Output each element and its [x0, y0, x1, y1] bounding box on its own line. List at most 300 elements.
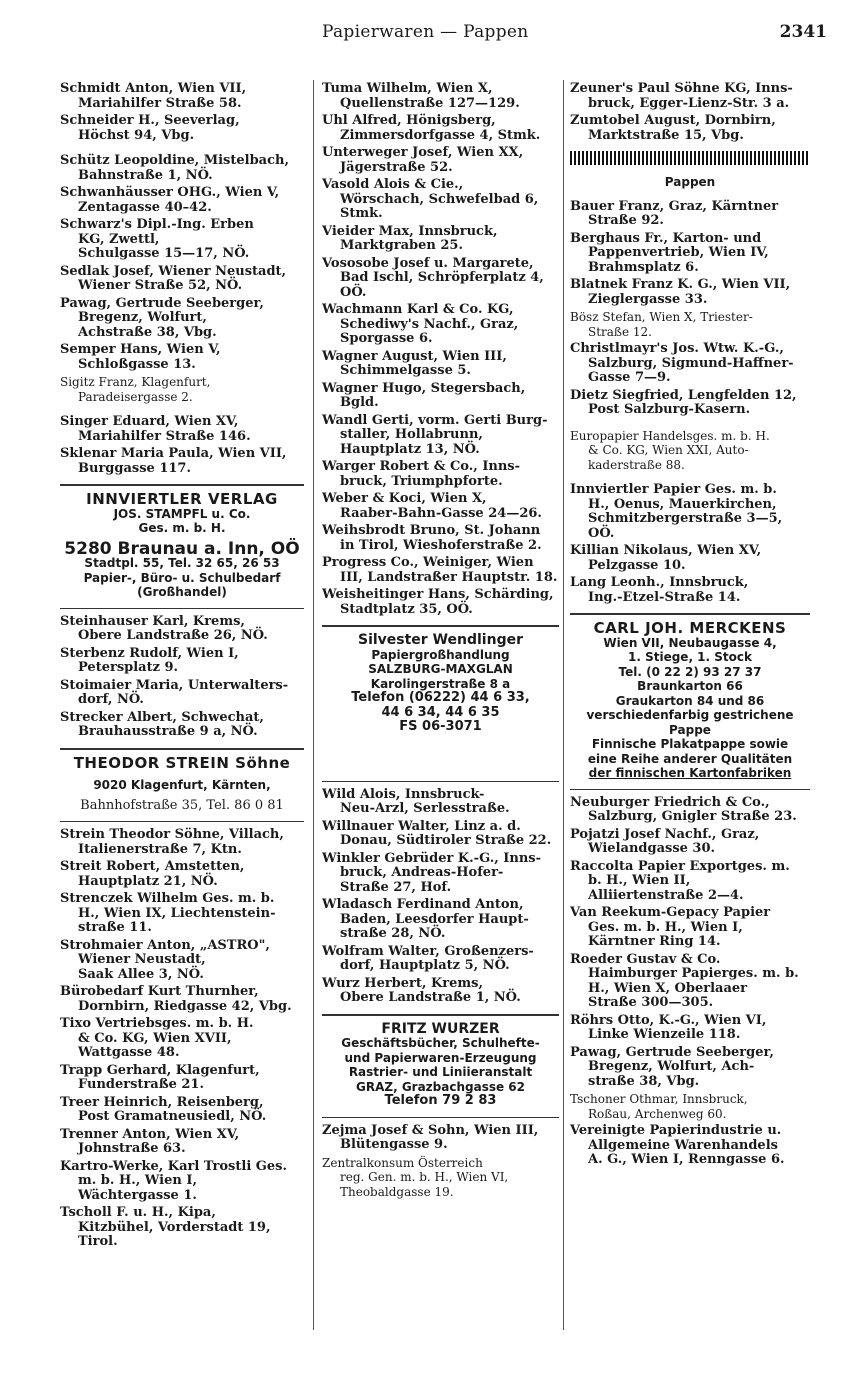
list-item — [60, 1096, 304, 1125]
list-item — [322, 556, 559, 585]
entry-address-line: Linke Wienzeile 118. — [588, 1027, 741, 1042]
entry-address-line: Haimburger Papierges. m. b. — [588, 966, 799, 981]
list-item — [60, 1064, 304, 1093]
entry-address-line: Stmk. — [340, 206, 383, 221]
entry-address-line: Italienerstraße 7, Ktn. — [78, 841, 242, 857]
ad-carl-joh-merckens — [570, 621, 810, 781]
entry-address-line: Zieglergasse 33. — [588, 291, 708, 307]
list-item — [570, 342, 810, 386]
list-item — [322, 178, 559, 222]
entry-name: Wild Alois, Innsbruck- — [322, 786, 485, 802]
list-item — [60, 939, 304, 983]
ad-phone: Telefon 79 2 83 — [384, 1093, 497, 1108]
entry-address-line: Dornbirn, Riedgasse 42, Vbg. — [78, 998, 292, 1014]
entry-name: Vieider Max, Innsbruck, — [322, 223, 498, 239]
entry-address-line: Stadtplatz 35, OÖ. — [340, 601, 473, 617]
entry-name: Lang Leonh., Innsbruck, — [570, 575, 749, 590]
list-item — [60, 615, 304, 644]
entry-name: Weisheitinger Hans, Schärding, — [322, 587, 554, 602]
list-item — [570, 200, 810, 229]
entry-name: Wolfram Walter, Großenzers- — [322, 943, 534, 959]
entry-address-line: Salzburg, Gnigler Straße 23. — [588, 809, 797, 824]
entry-address-line: Baden, Leesdorfer Haupt- — [340, 911, 529, 927]
divider — [570, 613, 810, 615]
entry-group — [570, 200, 810, 308]
entry-address-line: Schloßgasse 13. — [78, 356, 196, 372]
list-item — [60, 218, 304, 262]
entry-address-line: Blütengasse 9. — [340, 1137, 448, 1152]
entry-address-line: Hauptplatz 13, NÖ. — [340, 441, 480, 457]
entry-address-line: Raaber-Bahn-Gasse 24—26. — [340, 505, 542, 521]
ad-address: Bahnhofstraße 35, Tel. 86 0 81 — [80, 797, 284, 813]
list-item — [322, 303, 559, 347]
entry-name: Vososobe Josef u. Margarete, — [322, 255, 534, 271]
list-item — [570, 953, 810, 1011]
entry-address-line: straße 28, NÖ. — [340, 926, 446, 941]
ad-silvester-wendlinger — [322, 633, 559, 735]
list-item — [60, 860, 304, 889]
entry-address-line: Brahmsplatz 6. — [588, 259, 699, 275]
ad-line-1: Wien VII, Neubaugasse 4, — [603, 635, 777, 650]
ad-fritz-wurzer — [322, 1022, 559, 1109]
entry-address-line: Schimmelgasse 5. — [340, 363, 471, 378]
entry-address-line: & Co. KG, Wien XXI, Auto- — [588, 443, 749, 457]
entry-name: Pawag, Gertrude Seeberger, — [60, 295, 264, 311]
list-item — [570, 82, 810, 111]
entry-name: Roeder Gustav & Co. — [570, 951, 721, 967]
entry-name: Vasold Alois & Cie., — [322, 177, 464, 192]
entry-name: Warger Robert & Co., Inns- — [322, 459, 521, 474]
list-item — [60, 114, 304, 143]
list-item — [570, 483, 810, 541]
list-item — [60, 447, 304, 476]
entry-name: Progress Co., Weiniger, Wien — [322, 555, 534, 570]
entry-name: Sigitz Franz, Klagenfurt, — [60, 375, 211, 389]
entry-address-line: Bgld. — [340, 395, 379, 410]
list-item — [570, 429, 810, 473]
entry-name: Willnauer Walter, Linz a. d. — [322, 818, 521, 834]
entry-name: Trapp Gerhard, Klagenfurt, — [60, 1062, 260, 1078]
ad-line-3: Rastrier- und Liniieranstalt — [348, 1065, 533, 1079]
entry-group — [570, 342, 810, 418]
list-item — [60, 828, 304, 857]
entry-name: Weber & Koci, Wien X, — [322, 491, 487, 506]
list-item — [322, 382, 559, 411]
list-item — [60, 1128, 304, 1157]
entry-name: Bösz Stefan, Wien X, Triester- — [570, 310, 753, 324]
entry-address-line: straße 11. — [78, 920, 152, 935]
entry-address-line: Post Salzburg-Kasern. — [588, 402, 751, 417]
entry-address-line: Hauptplatz 21, NÖ. — [78, 873, 218, 889]
entry-name: Pojatzi Josef Nachf., Graz, — [570, 826, 760, 842]
entry-group — [60, 415, 304, 476]
entry-address-line: H., Wien X, Oberlaaer — [588, 980, 747, 996]
column-3 — [570, 82, 810, 1171]
entry-address-line: Saak Allee 3, NÖ. — [78, 966, 204, 982]
entry-name: Sterbenz Rudolf, Wien I, — [60, 645, 239, 661]
entry-address-line: Bahnstraße 1, NÖ. — [78, 167, 213, 183]
ad-city: SALZBURG-MAXGLAN — [368, 662, 513, 676]
entry-name: Wachmann Karl & Co. KG, — [322, 302, 514, 317]
entry-name: Zumtobel August, Dornbirn, — [570, 113, 776, 128]
entry-name: Unterweger Josef, Wien XX, — [322, 145, 524, 160]
entry-address-line: Mariahilfer Straße 58. — [78, 95, 242, 111]
list-item — [570, 544, 810, 573]
entry-address-line: Wielandgasse 30. — [588, 841, 716, 856]
entry-name: Raccolta Papier Exportges. m. — [570, 858, 790, 874]
entry-address-line: Wächtergasse 1. — [78, 1187, 197, 1203]
entry-group — [322, 788, 559, 1006]
column-1 — [60, 82, 304, 1253]
list-item — [570, 278, 810, 307]
entry-name: Schmidt Anton, Wien VII, — [60, 81, 247, 96]
entry-name: Strohmaier Anton, „ASTRO", — [60, 937, 270, 953]
list-item — [60, 82, 304, 111]
divider — [60, 748, 304, 750]
list-item — [322, 945, 559, 974]
list-item — [322, 820, 559, 849]
list-item — [570, 1046, 810, 1090]
entry-name: Strenczek Wilhelm Ges. m. b. — [60, 891, 275, 906]
list-item — [570, 114, 810, 143]
entry-address-line: kaderstraße 88. — [588, 457, 685, 472]
entry-name: Zentralkonsum Österreich — [322, 1155, 483, 1170]
list-item — [322, 524, 559, 553]
entry-address-line: Ges. m. b. H., Wien I, — [588, 919, 743, 935]
entry-name: Innviertler Papier Ges. m. b. — [570, 482, 777, 497]
entry-name: Sedlak Josef, Wiener Neustadt, — [60, 263, 287, 279]
list-item — [322, 350, 559, 379]
ad-company-name: CARL JOH. MERCKENS — [593, 619, 787, 637]
entry-name: Tschoner Othmar, Innsbruck, — [570, 1092, 748, 1106]
list-item — [322, 114, 559, 143]
entry-address-line: b. H., Wien II, — [588, 873, 691, 888]
entry-name: Strecker Albert, Schwechat, — [60, 709, 264, 725]
entry-address-line: Kitzbühel, Vorderstadt 19, — [78, 1219, 271, 1235]
list-item — [322, 898, 559, 942]
ad-company-name: FRITZ WURZER — [381, 1020, 500, 1037]
list-item — [570, 1092, 810, 1121]
entry-name: Bürobedarf Kurt Thurnher, — [60, 984, 259, 999]
entry-name: Strein Theodor Söhne, Villach, — [60, 827, 284, 842]
column-divider-2 — [563, 80, 564, 1330]
entry-address-line: H., Oenus, Mauerkirchen, — [588, 496, 777, 512]
ad-line-4: Braunkarton 66 — [637, 679, 743, 693]
entry-name: Dietz Siegfried, Lengfelden 12, — [570, 387, 797, 403]
entry-name: Zejma Josef & Sohn, Wien III, — [322, 1122, 539, 1138]
ad-fs: FS 06-3071 — [399, 719, 482, 734]
entry-name: Europapier Handelsges. m. b. H. — [570, 428, 770, 443]
list-item — [322, 788, 559, 817]
list-item — [570, 1124, 810, 1168]
ad-line-4: GRAZ, Grazbachgasse 62 — [356, 1079, 525, 1094]
entry-address-line: Kärntner Ring 14. — [588, 934, 721, 949]
entry-address-line: Brauhausstraße 9 a, NÖ. — [78, 724, 258, 739]
entry-name: Wladasch Ferdinand Anton, — [322, 897, 524, 912]
list-item — [60, 679, 304, 708]
entry-group — [60, 615, 304, 740]
list-item — [322, 852, 559, 896]
entry-address-line: Marktstraße 15, Vbg. — [588, 127, 744, 143]
ad-city: 5280 Braunau a. Inn, OÖ — [64, 538, 300, 559]
entry-name: Streit Robert, Amstetten, — [60, 859, 245, 874]
ad-line-7: Pappe — [669, 722, 711, 737]
ad-line-3: Tel. (0 22 2) 93 27 37 — [618, 664, 762, 679]
entry-address-line: Bad Ischl, Schröpferplatz 4, — [340, 270, 544, 285]
divider — [322, 781, 559, 782]
entry-address-line: Pelzgasse 10. — [588, 557, 686, 573]
entry-address-line: Bregenz, Wolfurt, Ach- — [588, 1059, 755, 1074]
entry-name: Röhrs Otto, K.-G., Wien VI, — [570, 1012, 767, 1028]
ad-line-8: Finnische Plakatpappe sowie — [591, 737, 789, 751]
entry-name: Bauer Franz, Graz, Kärntner — [570, 198, 779, 214]
entry-address-line: H., Wien IX, Liechtenstein- — [78, 905, 276, 921]
entry-name: Van Reekum-Gepacy Papier — [570, 905, 771, 920]
list-item — [60, 892, 304, 936]
list-item — [322, 257, 559, 301]
entry-address-line: Pappenvertrieb, Wien IV, — [588, 245, 769, 260]
divider — [570, 789, 810, 790]
list-item — [570, 860, 810, 904]
entry-name: Blatnek Franz K. G., Wien VII, — [570, 277, 791, 292]
list-item — [322, 414, 559, 458]
entry-name: Neuburger Friedrich & Co., — [570, 794, 770, 810]
entry-name: Stoimaier Maria, Unterwalters- — [60, 677, 289, 693]
entry-address-line: Schediwy's Nachf., Graz, — [340, 316, 519, 332]
entry-address-line: Funderstraße 21. — [78, 1077, 205, 1092]
list-item — [322, 1156, 559, 1200]
list-item — [60, 154, 304, 183]
entry-name: Wagner August, Wien III, — [322, 348, 507, 364]
entry-address-line: Höchst 94, Vbg. — [78, 127, 195, 143]
list-item — [570, 906, 810, 950]
page-number: 2341 — [779, 22, 827, 42]
ad-line-1: Geschäftsbücher, Schulhefte- — [341, 1036, 540, 1050]
divider — [322, 1117, 559, 1118]
entry-address-line: OÖ. — [340, 284, 367, 300]
ad-line-5: Graukarton 84 und 86 — [615, 693, 765, 708]
entry-name: Vereinigte Papierindustrie u. — [570, 1123, 782, 1138]
ad-owner: JOS. STAMPFL u. Co. — [113, 506, 251, 521]
ad-line-2: 1. Stiege, 1. Stock — [628, 650, 752, 664]
list-item — [60, 711, 304, 740]
entry-name: Semper Hans, Wien V, — [60, 342, 221, 357]
divider — [60, 608, 304, 609]
entry-name: Singer Eduard, Wien XV, — [60, 414, 239, 429]
ad-phone-2: 44 6 34, 44 6 35 — [381, 704, 500, 720]
ad-theodor-strein — [60, 753, 304, 814]
entry-name: Tscholl F. u. H., Kipa, — [60, 1205, 216, 1220]
entry-address-line: Bregenz, Wolfurt, — [78, 310, 207, 325]
entry-address-line: bruck, Egger-Lienz-Str. 3 a. — [588, 95, 790, 111]
list-item — [322, 460, 559, 489]
ad-line-9: eine Reihe anderer Qualitäten — [587, 751, 793, 766]
entry-address-line: Allgemeine Warenhandels — [588, 1137, 778, 1153]
list-item — [60, 297, 304, 341]
column-divider-1 — [313, 80, 314, 1330]
entry-address-line: III, Landstraßer Hauptstr. 18. — [340, 569, 558, 585]
entry-address-line: m. b. H., Wien I, — [78, 1173, 197, 1188]
list-item — [60, 1017, 304, 1061]
list-item — [570, 796, 810, 825]
entry-address-line: staller, Hollabrunn, — [340, 427, 483, 442]
entry-address-line: Jägerstraße 52. — [340, 159, 453, 175]
entry-address-line: Wiener Straße 52, NÖ. — [78, 278, 243, 293]
divider — [322, 625, 559, 627]
entry-address-line: Straße 27, Hof. — [340, 879, 452, 895]
entry-address-line: Post Gramatneusiedl, NÖ. — [78, 1109, 267, 1124]
list-item — [322, 977, 559, 1006]
list-item — [322, 492, 559, 521]
list-item — [60, 415, 304, 444]
entry-name: Weihsbrodt Bruno, St. Johann — [322, 523, 541, 538]
list-item — [60, 186, 304, 215]
list-item — [60, 1206, 304, 1250]
entry-address-line: bruck, Triumphpforte. — [340, 473, 503, 489]
entry-address-line: straße 38, Vbg. — [588, 1073, 700, 1089]
entry-address-line: Schulgasse 15—17, NÖ. — [78, 246, 250, 261]
list-item — [570, 232, 810, 276]
entry-address-line: & Co. KG, Wien XVII, — [78, 1030, 232, 1046]
list-item — [60, 343, 304, 372]
entry-name: Tixo Vertriebsges. m. b. H. — [60, 1016, 254, 1031]
column-2 — [322, 82, 559, 1202]
entry-address-line: Burggasse 117. — [78, 460, 191, 476]
entry-name: Kartro-Werke, Karl Trostli Ges. — [60, 1158, 287, 1174]
list-item — [570, 389, 810, 418]
entry-address-line: Salzburg, Sigmund-Haffner- — [588, 355, 794, 371]
entry-address-line: Gasse 7—9. — [588, 370, 671, 385]
divider — [322, 1014, 559, 1016]
section-ornament — [570, 151, 810, 165]
entry-address-line: Straße 12. — [588, 324, 652, 339]
entry-name: Schneider H., Seeverlag, — [60, 113, 240, 128]
entry-name: Killian Nikolaus, Wien XV, — [570, 543, 762, 558]
entry-address-line: dorf, Hauptplatz 5, NÖ. — [340, 958, 510, 973]
ad-line-6: verschiedenfarbig gestrichene — [586, 708, 794, 722]
ad-line-2: und Papierwaren-Erzeugung — [344, 1050, 537, 1065]
entry-group — [570, 1124, 810, 1168]
ad-city: 9020 Klagenfurt, Kärnten, — [93, 778, 271, 792]
list-item — [570, 576, 810, 605]
entry-name: Uhl Alfred, Hönigsberg, — [322, 113, 496, 128]
ad-legal-form: Ges. m. b. H. — [138, 521, 226, 535]
list-item — [322, 146, 559, 175]
entry-group — [570, 82, 810, 143]
entry-address-line: Ing.-Etzel-Straße 14. — [588, 589, 741, 605]
entry-group — [60, 82, 304, 143]
entry-group — [322, 82, 559, 617]
entry-address-line: in Tirol, Wieshoferstraße 2. — [340, 537, 542, 553]
entry-address-line: Wiener Neustadt, — [78, 952, 206, 967]
entry-address-line: reg. Gen. m. b. H., Wien VI, — [340, 1170, 509, 1184]
entry-address-line: Wattgasse 48. — [78, 1045, 180, 1060]
entry-name: Treer Heinrich, Reisenberg, — [60, 1094, 264, 1110]
entry-name: Sklenar Maria Paula, Wien VII, — [60, 446, 287, 461]
entry-address-line: Mariahilfer Straße 146. — [78, 428, 251, 444]
entry-address-line: Schmitzbergerstraße 3—5, — [588, 511, 783, 526]
entry-name: Schwanhäusser OHG., Wien V, — [60, 185, 280, 200]
entry-address-line: Obere Landstraße 26, NÖ. — [78, 628, 268, 643]
page-header — [0, 22, 867, 46]
entry-name: Christlmayr's Jos. Wtw. K.-G., — [570, 341, 784, 356]
ad-company-name: Silvester Wendlinger — [357, 632, 523, 648]
list-item — [322, 82, 559, 111]
list-item — [60, 647, 304, 676]
list-item — [322, 1124, 559, 1153]
entry-address-line: KG, Zwettl, — [78, 231, 160, 247]
entry-address-line: Quellenstraße 127—129. — [340, 95, 520, 111]
entry-group — [570, 483, 810, 605]
entry-name: Berghaus Fr., Karton- und — [570, 230, 762, 246]
list-item — [570, 828, 810, 857]
entry-group — [60, 828, 304, 1250]
ad-business-2: (Großhandel) — [137, 585, 227, 599]
entry-address-line: Tirol. — [78, 1234, 118, 1249]
entry-address-line: Neu-Arzl, Serlesstraße. — [340, 801, 510, 816]
entry-address-line: Straße 92. — [588, 213, 664, 228]
entry-address-line: Straße 300—305. — [588, 995, 714, 1010]
entry-address-line: Roßau, Archenweg 60. — [588, 1106, 727, 1121]
entry-name: Winkler Gebrüder K.-G., Inns- — [322, 850, 541, 866]
entry-name: Pawag, Gertrude Seeberger, — [570, 1044, 774, 1060]
entry-address-line: Wörschach, Schwefelbad 6, — [340, 191, 539, 207]
entry-address-line: Obere Landstraße 1, NÖ. — [340, 990, 521, 1005]
entry-name: Zeuner's Paul Söhne KG, Inns- — [570, 81, 793, 96]
section-title: Pappen — [664, 175, 716, 189]
entry-group — [570, 796, 810, 1090]
list-item — [60, 1160, 304, 1204]
ad-company-name: THEODOR STREIN Söhne — [73, 753, 291, 772]
entry-address-line: A. G., Wien I, Renngasse 6. — [588, 1152, 785, 1167]
entry-address-line: Marktgraben 25. — [340, 238, 463, 253]
list-item — [60, 985, 304, 1014]
ad-innviertler-verlag — [60, 492, 304, 600]
divider — [60, 821, 304, 822]
ad-business: Papier-, Büro- u. Schulbedarf — [83, 570, 281, 585]
entry-name: Wurz Herbert, Krems, — [322, 975, 483, 991]
entry-address-line: Johnstraße 63. — [78, 1141, 186, 1156]
entry-name: Tuma Wilhelm, Wien X, — [322, 81, 493, 96]
entry-address-line: Achstraße 38, Vbg. — [78, 324, 217, 340]
entry-name: Trenner Anton, Wien XV, — [60, 1126, 240, 1142]
entry-name: Wandl Gerti, vorm. Gerti Burg- — [322, 412, 548, 428]
entry-address-line: Zentagasse 40–42. — [78, 199, 212, 215]
entry-address-line: Zimmersdorfgasse 4, Stmk. — [340, 127, 541, 143]
entry-address-line: Theobaldgasse 19. — [340, 1184, 454, 1199]
entry-name: Schütz Leopoldine, Mistelbach, — [60, 153, 289, 168]
ad-contact: Stadtpl. 55, Tel. 32 65, 26 53 — [84, 556, 280, 570]
entry-group — [322, 1124, 559, 1153]
list-item — [60, 375, 304, 404]
ad-line-10: der finnischen Kartonfabriken — [588, 766, 792, 780]
entry-group — [60, 154, 304, 372]
entry-address-line: Paradeisergasse 2. — [78, 389, 193, 404]
entry-address-line: bruck, Andreas-Hofer- — [340, 865, 504, 880]
list-item — [322, 225, 559, 254]
entry-name: Wagner Hugo, Stegersbach, — [322, 380, 526, 396]
entry-name: Steinhauser Karl, Krems, — [60, 613, 245, 629]
entry-address-line: OÖ. — [588, 525, 615, 541]
entry-address-line: dorf, NÖ. — [78, 692, 144, 707]
ad-phone: Telefon (06222) 44 6 33, — [351, 690, 530, 705]
entry-address-line: Sporgasse 6. — [340, 331, 433, 346]
divider — [60, 484, 304, 486]
list-item — [60, 265, 304, 294]
entry-name: Schwarz's Dipl.-Ing. Erben — [60, 217, 254, 232]
list-item — [322, 588, 559, 617]
entry-address-line: Donau, Südtiroler Straße 22. — [340, 833, 552, 848]
